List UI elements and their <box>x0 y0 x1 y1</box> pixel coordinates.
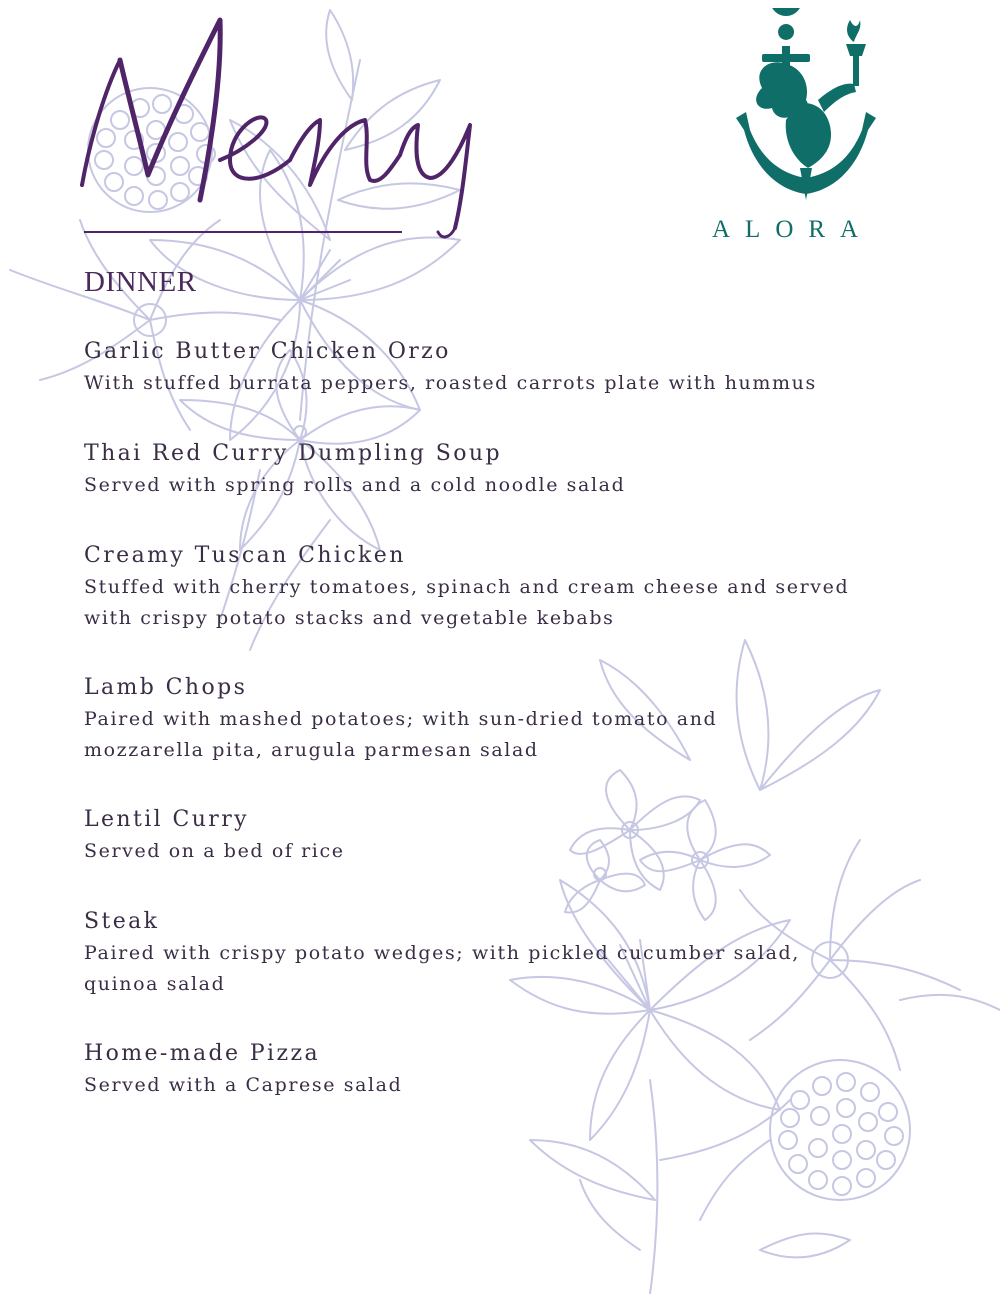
dish-description: Paired with crispy potato wedges; with pickled cucumber salad, quinoa salad <box>84 942 800 995</box>
menu-item <box>84 540 944 672</box>
dish-description: With stuffed burrata peppers, roasted carrots plate with hummus <box>84 372 817 394</box>
dish-description: Served with spring rolls and a cold noodle salad <box>84 474 626 496</box>
dish-name: Steak <box>84 909 160 934</box>
dish-name: Garlic Butter Chicken Orzo <box>84 339 451 364</box>
dish-description: Served on a bed of rice <box>84 840 345 862</box>
dish-name: Creamy Tuscan Chicken <box>84 543 406 568</box>
dish-name: Lentil Curry <box>84 807 249 832</box>
dish-description: Paired with mashed potatoes; with sun-dried tomato and mozzarella pita, arugula parmesan salad <box>84 708 718 761</box>
menu-item <box>84 804 944 906</box>
menu-list <box>84 336 944 1108</box>
dish-description: Stuffed with cherry tomatoes, spinach and cream cheese and served with crispy potato stacks and vegetable kebabs <box>84 576 850 629</box>
dish-name: Home-made Pizza <box>84 1041 320 1066</box>
title-underline <box>84 231 402 233</box>
menu-item <box>84 672 944 804</box>
mermaid-anchor-icon <box>722 8 890 204</box>
menu-item <box>84 336 944 438</box>
menu-title-script <box>70 0 510 240</box>
menu-item <box>84 1038 944 1108</box>
dish-description: Served with a Caprese salad <box>84 1074 403 1096</box>
brand-name: ALORA <box>712 216 874 243</box>
menu-item <box>84 906 944 1038</box>
dish-name: Lamb Chops <box>84 675 248 700</box>
menu-item <box>84 438 944 540</box>
section-heading-dinner: DINNER <box>84 266 197 298</box>
dish-name: Thai Red Curry Dumpling Soup <box>84 441 502 466</box>
